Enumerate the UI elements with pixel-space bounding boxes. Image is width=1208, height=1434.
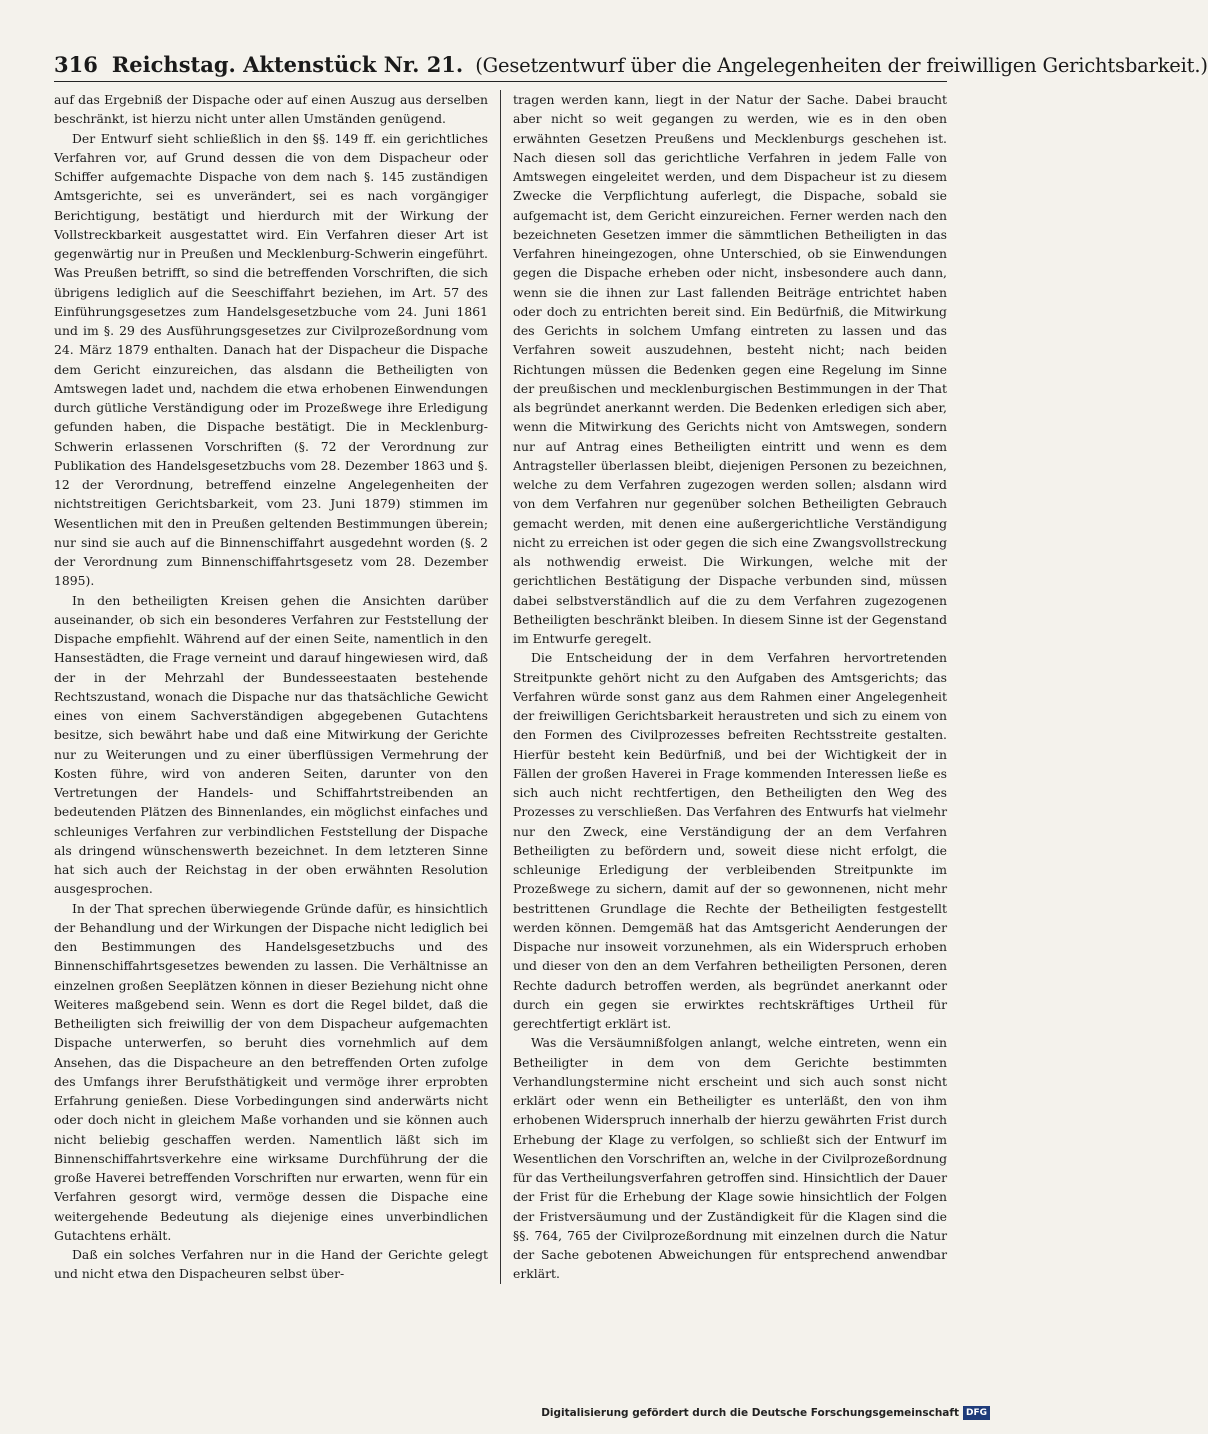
paragraph: Der Entwurf sieht schließlich in den §§. 149 ff. ein gerichtliches Verfahren vor, auf Grund dessen die von dem Dispacheur oder Schiffer aufgemachte Dispache von dem nach §. 145 zuständigen Amtsgerichte, sei es unverändert, sei es nach vorgängiger Berichtigung, bestätigt und hierdurch mit der Wirkung der Vollstreckbarkeit ausgestattet wird. Ein Verfahren dieser Art ist gegenwärtig nur in Preußen und Mecklenburg-Schwerin eingeführt. Was Preußen betrifft, so sind die betreffenden Vorschriften, die sich übrigens lediglich auf die Seeschiffahrt beziehen, im Art. 57 des Einführungsgesetzes zum Handelsgesetzbuche vom 24. Juni 1861 und im §. 29 des Ausführungsgesetzes zur Civilprozeßordnung vom 24. März 1879 enthalten. Danach hat der Dispacheur die Dispache dem Gericht einzureichen, das alsdann die Betheiligten von Amtswegen ladet und, nachdem die etwa erhobenen Einwendungen durch gütliche Verständigung oder im Prozeßwege ihre Erledigung gefunden haben, die Dispache bestätigt. Die in Mecklenburg-Schwerin erlassenen Vorschriften (§. 72 der Verordnung zur Publikation des Handelsgesetzbuchs vom 28. Dezember 1863 und §. 12 der Verordnung, betreffend einzelne Angelegenheiten der nichtstreitigen Gerichtsbarkeit, vom 23. Juni 1879) stimmen im Wesentlichen mit den in Preußen geltenden Bestimmungen überein; nur sind sie auch auf die Binnenschiffahrt ausgedehnt worden (§. 2 der Verordnung zum Binnenschiffahrtsgesetz vom 28. Dezember 1895). <box>54 130 488 589</box>
footer-text: Digitalisierung gefördert durch die Deutsche Forschungsgemeinschaft <box>541 1407 959 1419</box>
paragraph: tragen werden kann, liegt in der Natur der Sache. Dabei braucht aber nicht so weit gegangen zu werden, wie es in den oben erwähnten Gesetzen Preußens und Mecklenburgs geschehen ist. Nach diesen soll das gerichtliche Verfahren in jedem Falle von Amtswegen eingeleitet werden, und dem Dispacheur ist zu diesem Zwecke die Verpflichtung auferlegt, die Dispache, sobald sie aufgemacht ist, dem Gericht einzureichen. Ferner werden nach den bezeichneten Gesetzen immer die sämmtlichen Betheiligten in das Verfahren hineingezogen, ohne Unterschied, ob sie Einwendungen gegen die Dispache erheben oder nicht, insbesondere auch dann, wenn sie die ihnen zur Last fallenden Beiträge entrichtet haben oder doch zu entrichten bereit sind. Ein Bedürfniß, die Mitwirkung des Gerichts in solchem Umfang eintreten zu lassen und das Verfahren soweit auszudehnen, besteht nicht; nach beiden Richtungen müssen die Bedenken gegen eine Regelung im Sinne der preußischen und mecklenburgischen Bestimmungen in der That als begründet anerkannt werden. Die Bedenken erledigen sich aber, wenn die Mitwirkung des Gerichts nicht von Amtswegen, sondern nur auf Antrag eines Betheiligten eintritt und wenn es dem Antragsteller überlassen bleibt, diejenigen Personen zu bezeichnen, welche zu dem Verfahren zugezogen werden sollen; alsdann wird von dem Verfahren nur gegenüber solchen Betheiligten Gebrauch gemacht werden, mit denen eine außergerichtliche Verständigung nicht zu erreichen ist oder gegen die sich eine Zwangsvollstreckung als nothwendig erweist. Die Wirkungen, welche mit der gerichtlichen Bestätigung der Dispache verbunden sind, müssen dabei selbstverständlich auf die zu dem Verfahren zugezogenen Betheiligten beschränkt bleiben. In diesem Sinne ist der Gegenstand im Entwurfe geregelt. <box>513 92 947 646</box>
right-column <box>513 90 947 1284</box>
page-title: Reichstag. Aktenstück Nr. 21. <box>111 52 464 77</box>
paragraph: Daß ein solches Verfahren nur in die Hand der Gerichte gelegt und nicht etwa den Dispacheuren selbst über- <box>54 1247 488 1282</box>
page-header <box>54 52 1208 82</box>
column-divider <box>500 90 501 1284</box>
paragraph: In den betheiligten Kreisen gehen die Ansichten darüber auseinander, ob sich ein besonderes Verfahren zur Feststellung der Dispache empfiehlt. Während auf der einen Seite, namentlich in den Hansestädten, die Frage verneint und darauf hingewiesen wird, daß der in der Mehrzahl der Bundesseestaaten bestehende Rechtszustand, wonach die Dispache nur das thatsächliche Gewicht eines von einem Sachverständigen abgegebenen Gutachtens besitze, sich bewährt habe und daß eine Mitwirkung der Gerichte nur zu Weiterungen und zu einer überflüssigen Vermehrung der Kosten führe, wird von anderen Seiten, darunter von den Vertretungen der Handels- und Schiffahrtstreibenden an bedeutenden Plätzen des Binnenlandes, ein möglichst einfaches und schleuniges Verfahren zur verbindlichen Feststellung der Dispache als dringend wünschenswerth bezeichnet. In dem letzteren Sinne hat sich auch der Reichstag in der oben erwähnten Resolution ausgesprochen. <box>54 592 488 897</box>
paragraph: Was die Versäumnißfolgen anlangt, welche eintreten, wenn ein Betheiligter in dem von dem Gerichte bestimmten Verhandlungstermine nicht erscheint und sich auch sonst nicht erklärt oder wenn ein Betheiligter es unterläßt, den von ihm erhobenen Widerspruch innerhalb der hierzu gewährten Frist durch Erhebung der Klage zu verfolgen, so schließt sich der Entwurf im Wesentlichen den Vorschriften an, welche in der Civilprozeßordnung für das Vertheilungsverfahren getroffen sind. Hinsichtlich der Dauer der Frist für die Erhebung der Klage sowie hinsichtlich der Folgen der Fristversäumung und der Zuständigkeit für die Klagen sind die §§. 764, 765 der Civilprozeßordnung mit einzelnen durch die Natur der Sache gebotenen Abweichungen für entsprechend anwendbar erklärt. <box>513 1035 947 1282</box>
text-columns <box>54 90 947 1284</box>
page-subtitle: (Gesetzentwurf über die Angelegenheiten der freiwilligen Gerichtsbarkeit.) <box>475 54 1208 77</box>
document-page <box>54 52 1208 1284</box>
dfg-logo: DFG <box>963 1406 990 1420</box>
paragraph: In der That sprechen überwiegende Gründe dafür, es hinsichtlich der Behandlung und der Wirkungen der Dispache nicht lediglich bei den Bestimmungen des Handelsgesetzbuchs und des Binnenschiffahrtsgesetzes bewenden zu lassen. Die Verhältnisse an einzelnen großen Seeplätzen können in dieser Beziehung nicht ohne Weiteres maßgebend sein. Wenn es dort die Regel bildet, daß die Betheiligten sich freiwillig der von dem Dispacheur aufgemachten Dispache unterwerfen, so beruht dies vornehmlich auf dem Ansehen, das die Dispacheure an den betreffenden Orten zufolge des Umfangs ihrer Berufsthätigkeit und vermöge ihrer erprobten Erfahrung genießen. Diese Vorbedingungen sind anderwärts nicht oder doch nicht in gleichem Maße vorhanden und sie können auch nicht beliebig geschaffen werden. Namentlich läßt sich im Binnenschiffahrtsverkehre eine wirksame Durchführung der die große Haverei betreffenden Vorschriften nur erwarten, wenn für ein Verfahren gesorgt wird, vermöge dessen die Dispache eine weitergehende Bedeutung als diejenige eines unverbindlichen Gutachtens erhält. <box>54 900 488 1243</box>
paragraph: auf das Ergebniß der Dispache oder auf einen Auszug aus derselben beschränkt, ist hierzu nicht unter allen Umständen genügend. <box>54 92 488 127</box>
digitization-footer <box>541 1406 990 1420</box>
paragraph: Die Entscheidung der in dem Verfahren hervortretenden Streitpunkte gehört nicht zu den Aufgaben des Amtsgerichts; das Verfahren würde sonst ganz aus dem Rahmen einer Angelegenheit der freiwilligen Gerichtsbarkeit heraustreten und sich zu einem von den Formen des Civilprozesses befreiten Rechtsstreite gestalten. Hierfür besteht kein Bedürfniß, und bei der Wichtigkeit der in Fällen der großen Haverei in Frage kommenden Interessen ließe es sich auch nicht rechtfertigen, den Betheiligten den Weg des Prozesses zu verschließen. Das Verfahren des Entwurfs hat vielmehr nur den Zweck, eine Verständigung der an dem Verfahren Betheiligten zu befördern und, soweit diese nicht erfolgt, die schleunige Erledigung der verbleibenden Streitpunkte im Prozeßwege zu sichern, damit auf der so gewonnenen, nicht mehr bestrittenen Grundlage die Rechte der Betheiligten festgestellt werden können. Demgemäß hat das Amtsgericht Aenderungen der Dispache nur insoweit vorzunehmen, als ein Widerspruch erhoben und dieser von den an dem Verfahren betheiligten Personen, deren Rechte dadurch betroffen werden, als begründet anerkannt oder durch ein gegen sie erwirktes rechtskräftiges Urtheil für gerechtfertigt erklärt ist. <box>513 650 947 1031</box>
left-column <box>54 90 488 1284</box>
page-number: 316 <box>54 52 98 77</box>
